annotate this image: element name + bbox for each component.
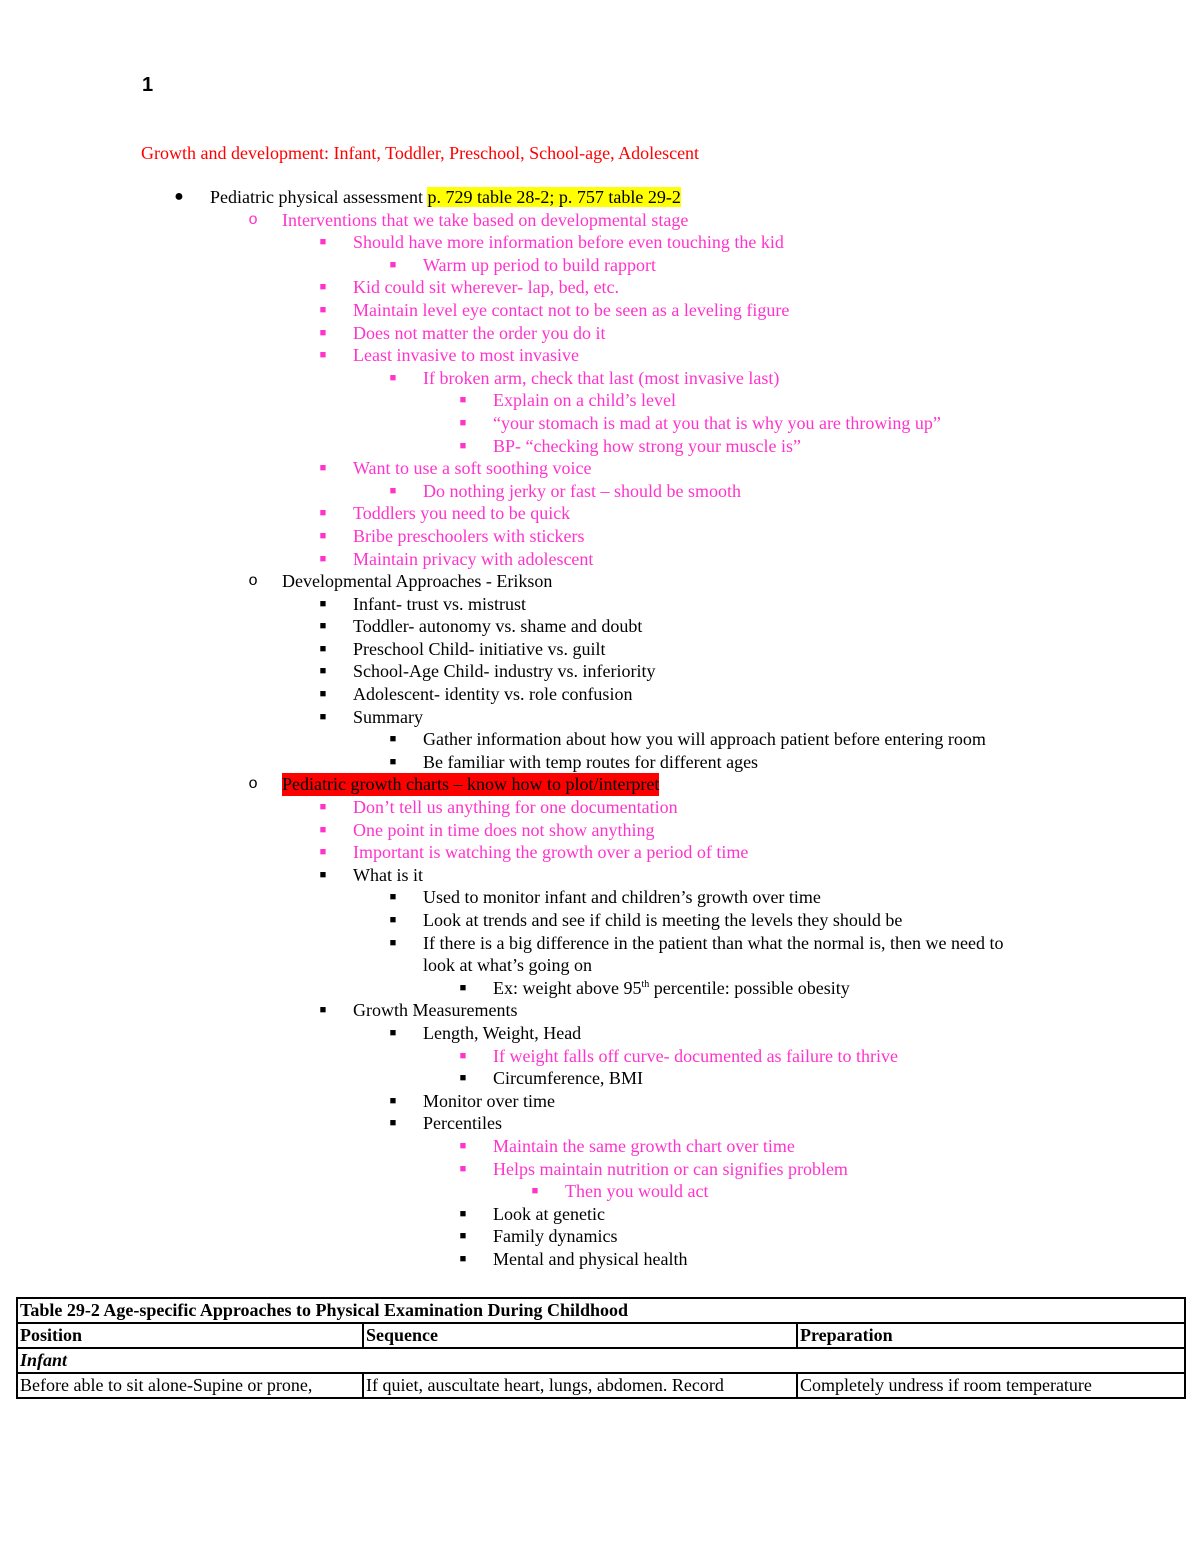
column-header-preparation: Preparation <box>797 1323 1185 1348</box>
list-item <box>0 1225 1200 1248</box>
list-item <box>0 909 1200 932</box>
table-cell: Completely undress if room temperature <box>797 1373 1185 1398</box>
list-item <box>0 660 1200 683</box>
bullet-square-icon: ■ <box>319 620 327 633</box>
table-group-label: Infant <box>17 1348 1185 1373</box>
list-item <box>0 841 1200 864</box>
list-item <box>0 276 1200 299</box>
list-item-text: Growth Measurements <box>353 1000 518 1021</box>
notes-outline <box>0 186 1200 1271</box>
example-text: Ex: weight above 95 <box>493 977 642 998</box>
bullet-square-icon: ■ <box>531 1185 539 1198</box>
list-item-text: Monitor over time <box>423 1090 555 1111</box>
list-item <box>0 435 1200 458</box>
bullet-square-icon: ■ <box>319 688 327 701</box>
bullet-square-icon: ■ <box>389 1117 397 1130</box>
list-item <box>0 706 1200 729</box>
list-item <box>0 1022 1200 1045</box>
bullet-square-icon: ■ <box>389 914 397 926</box>
list-item-continuation <box>0 954 1200 977</box>
list-item-text: If weight falls off curve- documented as failure to thrive <box>493 1045 899 1066</box>
bullet-square-icon: ■ <box>459 394 467 407</box>
list-item <box>0 389 1200 412</box>
list-item-text: Important is watching the growth over a period of time <box>353 842 749 863</box>
bullet-square-icon: ■ <box>319 236 327 249</box>
list-item-text: Explain on a child’s level <box>493 390 676 411</box>
list-item-text: Percentiles <box>423 1113 502 1134</box>
column-header-sequence: Sequence <box>363 1323 797 1348</box>
list-item <box>0 457 1200 480</box>
table-group-row <box>17 1348 1185 1373</box>
list-item <box>0 1067 1200 1090</box>
list-item <box>0 932 1200 955</box>
list-item-text: Family dynamics <box>493 1226 618 1247</box>
bullet-square-icon: ■ <box>389 1094 397 1107</box>
list-item <box>0 570 1200 593</box>
list-item-text: Maintain privacy with adolescent <box>353 548 594 569</box>
list-item-text: Preschool Child- initiative vs. guilt <box>353 638 606 659</box>
list-item <box>0 773 1200 796</box>
bullet-square-icon: ■ <box>389 1026 397 1039</box>
bullet-square-icon: ■ <box>389 891 397 904</box>
list-item-text: BP- “checking how strong your muscle is” <box>493 435 801 456</box>
list-item <box>0 1203 1200 1226</box>
list-item-text: Look at trends and see if child is meeting the levels they should be <box>423 910 903 930</box>
list-item-text: Mental and physical health <box>493 1248 688 1269</box>
list-item-text: If broken arm, check that last (most invasive last) <box>423 367 780 388</box>
list-item <box>0 480 1200 503</box>
bullet-square-icon: ■ <box>319 462 327 475</box>
list-item-text: Look at genetic <box>493 1203 605 1224</box>
bullet-square-icon: ■ <box>319 281 327 294</box>
list-item <box>0 886 1200 909</box>
bullet-square-icon: ■ <box>319 303 327 316</box>
assessment-label: Pediatric physical assessment <box>210 187 428 207</box>
list-item-text: Then you would act <box>565 1181 709 1202</box>
list-item-text: Should have more information before even touching the kid <box>353 232 784 253</box>
bullet-circle-icon: o <box>248 572 258 591</box>
list-item <box>0 344 1200 367</box>
list-item-text: Infant- trust vs. mistrust <box>353 593 526 614</box>
bullet-square-icon: ■ <box>459 1049 467 1062</box>
list-item <box>0 1135 1200 1158</box>
bullet-square-icon: ■ <box>389 733 397 746</box>
list-item <box>0 548 1200 571</box>
bullet-square-icon: ■ <box>389 936 397 949</box>
bullet-square-icon: ■ <box>459 1207 467 1220</box>
bullet-square-icon: ■ <box>459 1252 467 1265</box>
list-item <box>0 1158 1200 1181</box>
bullet-square-icon: ■ <box>459 439 467 452</box>
bullet-square-icon: ■ <box>319 823 327 836</box>
list-item <box>0 367 1200 390</box>
list-item-text: One point in time does not show anything <box>353 819 655 840</box>
list-item <box>0 412 1200 435</box>
list-item <box>0 728 1200 751</box>
page-reference-highlight: p. 729 table 28-2; p. 757 table 29-2 <box>427 187 681 207</box>
table-cell: If quiet, auscultate heart, lungs, abdomen. Record <box>363 1373 797 1398</box>
list-item <box>0 322 1200 345</box>
list-item-text: Gather information about how you will approach patient before entering room <box>423 729 986 750</box>
bullet-square-icon: ■ <box>319 326 327 339</box>
list-item-text: Bribe preschoolers with stickers <box>353 525 585 546</box>
bullet-square-icon: ■ <box>319 1004 327 1017</box>
list-item-text: Adolescent- identity vs. role confusion <box>353 684 633 705</box>
bullet-square-icon: ■ <box>319 529 327 542</box>
list-item <box>0 231 1200 254</box>
list-item <box>0 254 1200 277</box>
list-item <box>0 999 1200 1022</box>
table-cell: Before able to sit alone-Supine or prone, <box>17 1373 363 1398</box>
bullet-square-icon: ■ <box>319 710 327 723</box>
bullet-square-icon: ■ <box>389 258 397 271</box>
growth-charts-label: Pediatric growth charts – know how to plot/interpret <box>282 774 660 795</box>
table-title: Table 29-2 Age-specific Approaches to Physical Examination During Childhood <box>17 1298 1185 1323</box>
list-item-text: Maintain the same growth chart over time <box>493 1135 795 1156</box>
table-title-row <box>17 1298 1185 1323</box>
bullet-square-icon: ■ <box>319 801 327 814</box>
bullet-square-icon: ■ <box>459 1139 467 1152</box>
bullet-square-icon: ■ <box>319 552 327 565</box>
list-item <box>0 638 1200 661</box>
bullet-square-icon: ■ <box>459 1162 467 1175</box>
list-item <box>0 615 1200 638</box>
list-item-text: Want to use a soft soothing voice <box>353 458 592 479</box>
bullet-square-icon: ■ <box>319 846 327 859</box>
list-item <box>0 502 1200 525</box>
list-item-text: “your stomach is mad at you that is why you are throwing up” <box>493 412 941 433</box>
list-item-text: Kid could sit wherever- lap, bed, etc. <box>353 277 620 298</box>
bullet-disc-icon: ● <box>174 188 184 205</box>
bullet-square-icon: ■ <box>459 416 467 429</box>
list-item <box>0 186 1200 209</box>
list-item <box>0 977 1200 1000</box>
list-item-text: Toddlers you need to be quick <box>353 503 571 524</box>
list-item-text: Does not matter the order you do it <box>353 322 606 343</box>
list-item <box>0 751 1200 774</box>
list-item-text: Circumference, BMI <box>493 1068 643 1089</box>
page-number: 1 <box>142 74 154 96</box>
list-item <box>0 819 1200 842</box>
list-item-text: Be familiar with temp routes for different ages <box>423 751 759 772</box>
bullet-square-icon: ■ <box>459 1230 467 1243</box>
list-item-text: Helps maintain nutrition or can signifies problem <box>493 1158 848 1179</box>
table-header-row <box>17 1323 1185 1348</box>
bullet-square-icon: ■ <box>459 1072 467 1085</box>
list-item <box>0 683 1200 706</box>
list-item <box>0 864 1200 887</box>
ordinal-suffix: th <box>641 978 650 990</box>
bullet-circle-icon: o <box>248 210 258 229</box>
list-item <box>0 1045 1200 1068</box>
list-item <box>0 299 1200 322</box>
list-item-text: Length, Weight, Head <box>423 1022 582 1043</box>
list-item <box>0 209 1200 232</box>
bullet-square-icon: ■ <box>389 371 397 384</box>
list-item <box>0 1180 1200 1203</box>
bullet-square-icon: ■ <box>319 507 327 520</box>
bullet-square-icon: ■ <box>389 755 397 768</box>
erikson-label: Developmental Approaches - Erikson <box>282 571 553 592</box>
list-item-text: Do nothing jerky or fast – should be smooth <box>423 480 741 501</box>
list-item-text: Maintain level eye contact not to be seen as a leveling figure <box>353 299 790 320</box>
bullet-circle-icon: o <box>248 775 258 794</box>
list-item <box>0 593 1200 616</box>
list-item-text: If there is a big difference in the patient than what the normal is, then we need to <box>423 932 1004 953</box>
list-item-text: Used to monitor infant and children’s growth over time <box>423 887 821 908</box>
list-item-text: look at what’s going on <box>423 955 592 976</box>
example-text-end: percentile: possible obesity <box>649 977 850 998</box>
bullet-square-icon: ■ <box>319 597 327 610</box>
list-item <box>0 1248 1200 1271</box>
list-item <box>0 1090 1200 1113</box>
bullet-square-icon: ■ <box>459 981 467 994</box>
list-item-text: School-Age Child- industry vs. inferiority <box>353 661 656 682</box>
list-item-text <box>493 977 850 1000</box>
bullet-square-icon: ■ <box>319 642 327 655</box>
document-heading: Growth and development: Infant, Toddler, Preschool, School-age, Adolescent <box>141 143 700 163</box>
bullet-square-icon: ■ <box>319 349 327 362</box>
list-item-text: Toddler- autonomy vs. shame and doubt <box>353 616 643 637</box>
list-item-text: Least invasive to most invasive <box>353 345 579 366</box>
bullet-square-icon: ■ <box>319 868 327 881</box>
list-item-text: Don’t tell us anything for one documentation <box>353 797 678 818</box>
list-item-text: Summary <box>353 706 423 727</box>
table-row <box>17 1373 1185 1398</box>
list-item-text: Warm up period to build rapport <box>423 254 656 275</box>
list-item-text: What is it <box>353 864 423 885</box>
bullet-square-icon: ■ <box>319 665 327 678</box>
column-header-position: Position <box>17 1323 363 1348</box>
interventions-label: Interventions that we take based on developmental stage <box>282 209 689 230</box>
exam-approaches-table <box>16 1297 1186 1399</box>
list-item <box>0 796 1200 819</box>
list-item <box>0 1112 1200 1135</box>
list-item <box>0 525 1200 548</box>
bullet-square-icon: ■ <box>389 484 397 497</box>
